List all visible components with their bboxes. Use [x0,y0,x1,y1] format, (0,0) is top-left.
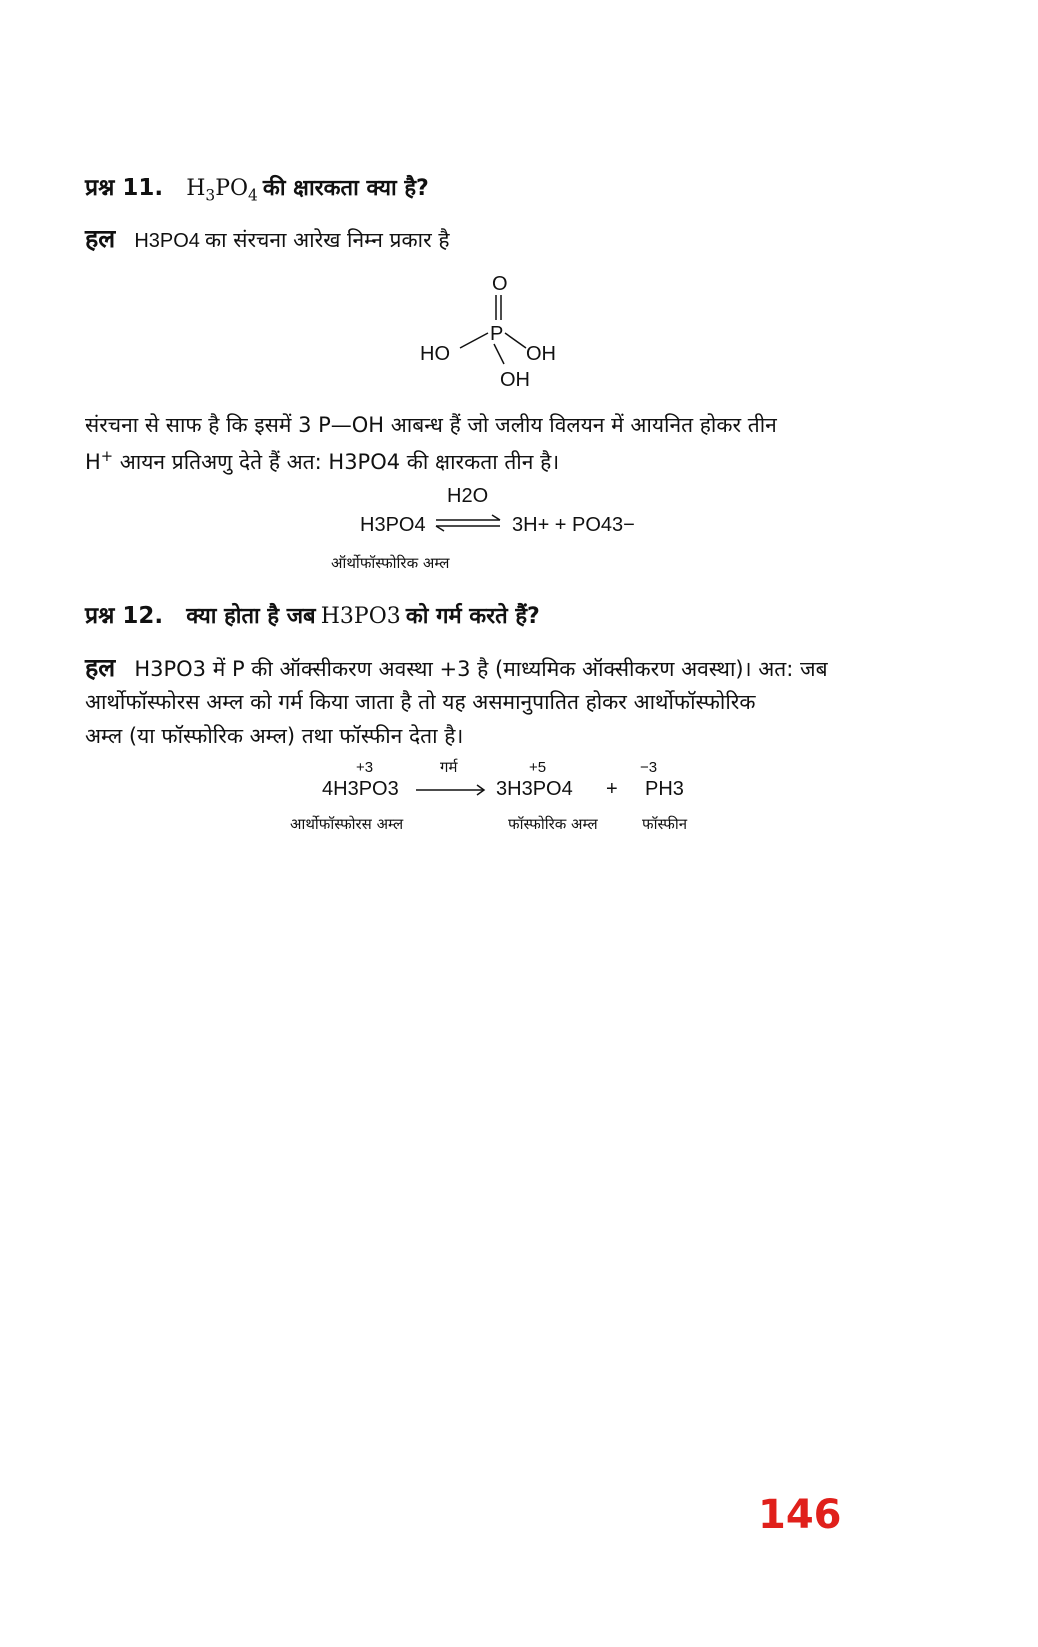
question-label: प्रश्न 11. [85,175,164,201]
paragraph-line: आर्थोफॉस्फोरस अम्ल को गर्म किया जाता है तो यह असमानुपातित होकर आर्थोफॉस्फोरिक [85,690,756,714]
question-text: की क्षारकता क्या है? [262,176,429,201]
intro-text: का संरचना आरेख निम्न प्रकार है [205,228,450,252]
formula-part: H [186,176,206,201]
product: PH3 [645,778,684,800]
reactant-name: ऑर्थोफॉस्फोरिक अम्ल [331,554,450,572]
bond [505,333,526,348]
hydroxyl-left: HO [420,343,450,365]
oxygen-atom: O [492,273,508,295]
formula [186,176,258,205]
paragraph-line [85,448,559,476]
hydroxyl-right: OH [526,343,556,365]
bond [460,333,488,348]
oxidation-state: +3 [356,759,374,776]
paragraph-line: संरचना से साफ है कि इसमें 3 P—OH आबन्ध हैं जो जलीय विलयन में आयनित होकर तीन [85,413,777,437]
question-text: क्या होता है जब [186,604,316,629]
formula-part: PO [215,176,249,201]
oxidation-state: −3 [640,759,658,776]
page-number: 146 [758,1492,842,1538]
product-name: फॉस्फीन [642,815,688,833]
product: 3H3PO4 [496,778,573,800]
superscript: + [100,448,114,465]
hydroxyl-bottom: OH [500,369,530,391]
arrow-label: H2O [447,485,489,507]
plus-sign: + [606,778,618,800]
answer-11-intro [85,221,449,255]
reactant: 4H3PO3 [322,778,399,800]
question-text: को गर्म करते हैं? [405,604,540,629]
hal-label: हल [85,653,116,682]
answer-12-line [85,650,828,684]
bond [494,344,504,364]
question-11 [85,170,429,204]
formula-subscript: 4 [248,186,258,205]
arrow-label: गर्म [440,758,458,776]
h3po4-structure [410,268,580,393]
oxidation-state: +5 [529,759,547,776]
product-name: फॉस्फोरिक अम्ल [508,815,598,833]
products: 3H+ + PO43− [512,514,635,536]
formula: H3PO3 [320,604,401,629]
formula: H3PO4 [134,230,200,252]
question-label: प्रश्न 12. [85,603,164,629]
equilibrium-arrow-icon [432,513,504,533]
question-12 [85,598,540,630]
formula-subscript: 3 [205,186,216,205]
hal-label: हल [85,224,116,253]
phosphorus-atom: P [490,323,504,345]
reactant-name: आर्थोफॉस्फोरस अम्ल [290,815,404,833]
text: H3PO3 में P की ऑक्सीकरण अवस्था +3 है (माध्यमिक ऑक्सीकरण अवस्था)। अत: जब [134,657,828,681]
text-part: आयन प्रतिअणु देते हैं अत: H3PO4 की क्षारकता तीन है। [113,450,560,474]
arrow-right-icon [414,782,488,798]
reactant: H3PO4 [360,514,426,536]
text-part: H [85,450,101,474]
paragraph-line: अम्ल (या फॉस्फोरिक अम्ल) तथा फॉस्फीन देता है। [85,724,464,748]
